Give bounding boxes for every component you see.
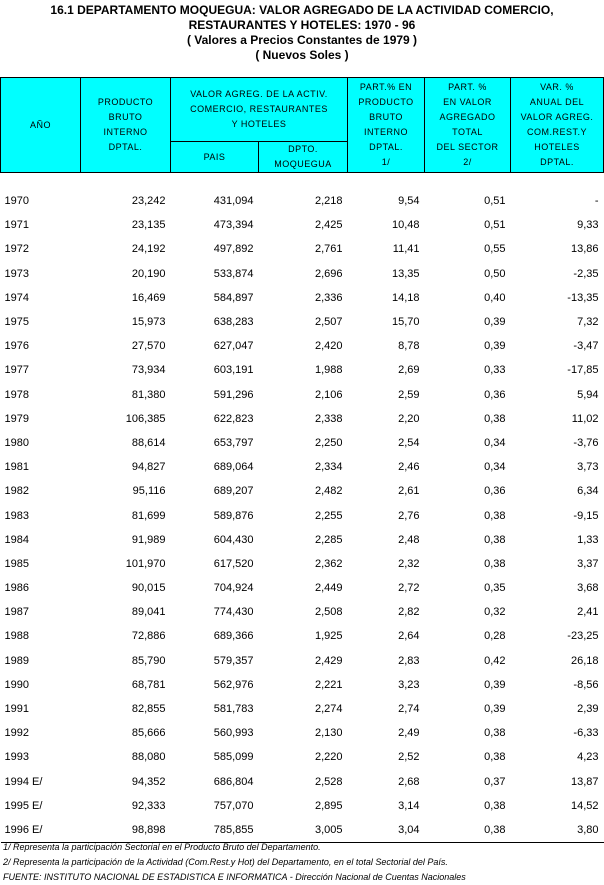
dpto-cell: 2,285 — [314, 533, 343, 546]
footnote-2: 2/ Representa la participación de la Actividad (Com.Rest.y Hot) del Departamento, en el total Sectorial del País. — [3, 857, 448, 867]
pais-cell: 689,064 — [213, 461, 254, 474]
table-row — [1, 455, 604, 479]
part-pbi-cell: 2,74 — [398, 703, 420, 716]
part-pbi-cell: 2,76 — [398, 509, 420, 522]
dpto-cell: 2,696 — [314, 267, 343, 280]
pbi-cell: 23,135 — [131, 219, 166, 232]
pbi-cell: 85,666 — [131, 727, 166, 740]
dpto-cell: 2,106 — [314, 388, 343, 401]
footnotes — [3, 840, 466, 885]
pais-cell: 497,892 — [213, 243, 254, 256]
var-cell: 2,41 — [577, 606, 599, 619]
var-cell: 5,94 — [577, 388, 599, 401]
year-cell: 1992 — [4, 727, 29, 740]
part-pbi-cell: 2,32 — [398, 557, 420, 570]
year-cell: 1991 — [4, 703, 29, 716]
part-va-cell: 0,38 — [484, 509, 506, 522]
part-va-cell: 0,34 — [484, 461, 506, 474]
year-cell: 1975 — [4, 316, 29, 329]
part-pbi-cell: 2,72 — [398, 582, 420, 595]
pbi-cell: 91,989 — [131, 533, 166, 546]
var-cell: -9,15 — [573, 509, 599, 522]
pbi-cell: 15,973 — [131, 316, 166, 329]
table-units: ( Nuevos Soles ) — [255, 48, 349, 62]
pbi-cell: 94,827 — [131, 461, 166, 474]
var-cell: -17,85 — [567, 364, 599, 377]
year-cell: 1970 — [4, 195, 29, 208]
part-va-cell: 0,33 — [484, 364, 506, 377]
table-row — [1, 745, 604, 769]
part-va-cell: 0,51 — [484, 195, 506, 208]
part-pbi-cell: 2,20 — [398, 412, 420, 425]
var-cell: 11,02 — [571, 412, 599, 425]
table-row — [1, 600, 604, 624]
pbi-cell: 94,352 — [131, 775, 166, 788]
year-cell: 1971 — [4, 219, 29, 232]
part-va-cell: 0,38 — [484, 533, 506, 546]
dpto-cell: 2,895 — [314, 799, 343, 812]
part-va-cell: 0,39 — [484, 316, 506, 329]
header-pais: PAIS — [171, 142, 259, 173]
pais-cell: 622,823 — [213, 412, 254, 425]
table-row — [1, 770, 604, 794]
var-cell: - — [594, 195, 599, 208]
part-pbi-cell: 10,48 — [391, 219, 420, 232]
dpto-cell: 3,005 — [259, 818, 348, 843]
var-cell: 3,80 — [511, 818, 604, 843]
var-cell: -3,76 — [573, 436, 599, 449]
dpto-cell: 2,130 — [314, 727, 343, 740]
var-cell: 3,37 — [577, 557, 599, 570]
header-part-pbi: PART.% EN PRODUCTO BRUTO INTERNO DPTAL. 1/ — [348, 78, 425, 173]
part-va-cell: 0,38 — [484, 751, 506, 764]
header-pbi: PRODUCTO BRUTO INTERNO DPTAL. — [81, 78, 171, 173]
dpto-cell: 2,255 — [314, 509, 343, 522]
var-cell: -13,35 — [567, 291, 599, 304]
table-row — [1, 697, 604, 721]
var-cell: -2,35 — [573, 267, 599, 280]
dpto-cell: 2,449 — [314, 582, 343, 595]
part-pbi-cell: 2,64 — [398, 630, 420, 643]
pbi-cell: 95,116 — [132, 485, 166, 498]
pbi-cell: 85,790 — [131, 654, 166, 667]
pais-cell: 560,993 — [213, 727, 254, 740]
table-row — [1, 237, 604, 261]
part-va-cell: 0,36 — [484, 485, 506, 498]
pais-cell: 581,783 — [213, 703, 254, 716]
var-cell: 1,33 — [577, 533, 599, 546]
pais-cell: 638,283 — [213, 316, 254, 329]
part-pbi-cell: 2,49 — [398, 727, 420, 740]
table-row — [1, 624, 604, 648]
table-row — [1, 213, 604, 237]
year-cell: 1974 — [4, 291, 29, 304]
pais-cell: 686,804 — [213, 775, 254, 788]
year-cell: 1986 — [4, 582, 29, 595]
var-cell: 3,73 — [577, 461, 599, 474]
pais-cell: 473,394 — [213, 219, 254, 232]
table-row — [1, 383, 604, 407]
pais-cell: 689,366 — [213, 630, 254, 643]
year-cell: 1983 — [4, 509, 29, 522]
var-cell: 3,68 — [577, 582, 599, 595]
header-valor-agregado: VALOR AGREG. DE LA ACTIV. COMERCIO, RESTAURANTES Y HOTELES — [171, 78, 348, 142]
year-cell: 1984 — [4, 533, 29, 546]
pbi-cell: 73,934 — [131, 364, 166, 377]
header-var: VAR. % ANUAL DEL VALOR AGREG. COM.REST.Y HOTELES DPTAL. — [511, 78, 604, 173]
part-va-cell: 0,39 — [484, 340, 506, 353]
dpto-cell: 2,334 — [314, 461, 343, 474]
year-cell: 1981 — [4, 461, 29, 474]
part-va-cell: 0,51 — [484, 219, 506, 232]
var-cell: 7,32 — [577, 316, 599, 329]
year-cell: 1980 — [4, 436, 29, 449]
table-title-block — [0, 0, 604, 63]
header-year: AÑO — [1, 78, 81, 173]
pbi-cell: 24,192 — [131, 243, 166, 256]
table-row — [1, 262, 604, 286]
part-va-cell: 0,34 — [484, 436, 506, 449]
part-pbi-cell: 2,61 — [398, 485, 420, 498]
part-pbi-cell: 3,14 — [398, 799, 420, 812]
var-cell: 13,87 — [570, 775, 599, 788]
table-row — [1, 818, 604, 843]
pbi-cell: 20,190 — [131, 267, 166, 280]
pais-cell: 704,924 — [213, 582, 254, 595]
dpto-cell: 2,220 — [314, 751, 343, 764]
part-pbi-cell: 3,04 — [348, 818, 425, 843]
pais-cell: 617,520 — [213, 557, 254, 570]
part-va-cell: 0,38 — [484, 799, 506, 812]
part-pbi-cell: 9,54 — [398, 195, 420, 208]
pais-cell: 589,876 — [213, 509, 254, 522]
pais-cell: 785,855 — [171, 818, 259, 843]
pbi-cell: 89,041 — [131, 606, 166, 619]
footnote-1: 1/ Representa la participación Sectorial en el Producto Bruto del Departamento. — [3, 842, 321, 852]
part-va-cell: 0,35 — [484, 582, 506, 595]
part-pbi-cell: 11,41 — [392, 243, 420, 256]
dpto-cell: 2,250 — [314, 436, 343, 449]
table-row — [1, 286, 604, 310]
pbi-cell: 98,898 — [81, 818, 171, 843]
data-table — [0, 77, 604, 843]
pais-cell: 604,430 — [213, 533, 254, 546]
pais-cell: 584,897 — [213, 291, 254, 304]
dpto-cell: 2,482 — [314, 485, 343, 498]
year-cell: 1982 — [4, 485, 29, 498]
dpto-cell: 2,221 — [314, 678, 343, 691]
dpto-cell: 2,528 — [314, 775, 343, 788]
dpto-cell: 2,420 — [314, 340, 343, 353]
table-row — [1, 503, 604, 527]
part-va-cell: 0,42 — [484, 654, 506, 667]
dpto-cell: 2,362 — [314, 557, 343, 570]
year-cell: 1988 — [4, 630, 29, 643]
part-va-cell: 0,39 — [484, 703, 506, 716]
pais-cell: 431,094 — [213, 195, 254, 208]
table-row — [1, 310, 604, 334]
table-row — [1, 431, 604, 455]
dpto-cell: 2,507 — [314, 316, 343, 329]
source-note: FUENTE: INSTITUTO NACIONAL DE ESTADISTICA E INFORMATICA - Dirección Nacional de Cuentas Nacionales — [3, 872, 466, 882]
pbi-cell: 82,855 — [131, 703, 166, 716]
year-cell: 1976 — [4, 340, 29, 353]
year-cell: 1972 — [4, 243, 29, 256]
dpto-cell: 2,508 — [314, 606, 343, 619]
pbi-cell: 88,614 — [131, 436, 166, 449]
table-row — [1, 649, 604, 673]
pbi-cell: 16,469 — [131, 291, 166, 304]
part-va-cell: 0,37 — [484, 775, 506, 788]
table-title: 16.1 DEPARTAMENTO MOQUEGUA: VALOR AGREGADO DE LA ACTIVIDAD COMERCIO, — [50, 3, 554, 17]
pbi-cell: 81,380 — [131, 388, 166, 401]
var-cell: 26,18 — [570, 654, 599, 667]
var-cell: 13,86 — [570, 243, 599, 256]
pais-cell: 653,797 — [213, 436, 254, 449]
pbi-cell: 106,385 — [125, 412, 166, 425]
dpto-cell: 2,429 — [314, 654, 343, 667]
part-va-cell: 0,38 — [484, 557, 506, 570]
year-cell: 1985 — [4, 557, 29, 570]
table-row — [1, 479, 604, 503]
pbi-cell: 81,699 — [131, 509, 166, 522]
part-pbi-cell: 8,78 — [398, 340, 420, 353]
pbi-cell: 27,570 — [131, 340, 166, 353]
header-dpto: DPTO. MOQUEGUA — [259, 142, 348, 173]
dpto-cell: 2,338 — [314, 412, 343, 425]
dpto-cell: 2,425 — [314, 219, 343, 232]
year-cell: 1977 — [4, 364, 29, 377]
year-cell: 1994 E/ — [4, 775, 43, 788]
pbi-cell: 88,080 — [131, 751, 166, 764]
var-cell: 14,52 — [570, 799, 599, 812]
year-cell: 1989 — [4, 654, 29, 667]
dpto-cell: 2,336 — [314, 291, 343, 304]
table-row — [1, 673, 604, 697]
part-va-cell: 0,50 — [484, 267, 506, 280]
var-cell: -3,47 — [573, 340, 599, 353]
part-pbi-cell: 15,70 — [391, 316, 420, 329]
table-row — [1, 407, 604, 431]
table-row — [1, 528, 604, 552]
var-cell: 4,23 — [577, 751, 599, 764]
part-pbi-cell: 13,35 — [391, 267, 420, 280]
table-row — [1, 358, 604, 382]
pais-cell: 591,296 — [213, 388, 254, 401]
part-pbi-cell: 2,83 — [398, 654, 420, 667]
table-row — [1, 552, 604, 576]
year-cell: 1993 — [4, 751, 29, 764]
dpto-cell: 2,274 — [314, 703, 343, 716]
dpto-cell: 2,218 — [314, 195, 343, 208]
part-va-cell: 0,40 — [484, 291, 506, 304]
part-pbi-cell: 2,59 — [398, 388, 420, 401]
table-row — [1, 794, 604, 818]
part-va-cell: 0,38 — [484, 412, 506, 425]
pbi-cell: 92,333 — [131, 799, 166, 812]
pbi-cell: 23,242 — [131, 195, 166, 208]
pais-cell: 689,207 — [213, 485, 254, 498]
part-va-cell: 0,55 — [484, 243, 506, 256]
pais-cell: 627,047 — [213, 340, 254, 353]
var-cell: 9,33 — [577, 219, 599, 232]
part-va-cell: 0,28 — [484, 630, 506, 643]
pais-cell: 579,357 — [213, 654, 254, 667]
table-body — [1, 173, 604, 843]
part-va-cell: 0,38 — [484, 727, 506, 740]
table-title-line-2: RESTAURANTES Y HOTELES: 1970 - 96 — [188, 18, 416, 32]
part-va-cell: 0,36 — [484, 388, 506, 401]
part-pbi-cell: 2,82 — [398, 606, 420, 619]
dpto-cell: 1,988 — [314, 364, 343, 377]
year-cell: 1973 — [4, 267, 29, 280]
part-pbi-cell: 2,54 — [398, 436, 420, 449]
year-cell: 1995 E/ — [4, 799, 43, 812]
part-pbi-cell: 3,23 — [398, 678, 420, 691]
pais-cell: 757,070 — [213, 799, 254, 812]
pbi-cell: 101,970 — [125, 557, 166, 570]
part-pbi-cell: 14,18 — [391, 291, 420, 304]
year-cell: 1996 E/ — [1, 818, 81, 843]
year-cell: 1987 — [4, 606, 29, 619]
var-cell: 6,34 — [577, 485, 599, 498]
var-cell: -23,25 — [567, 630, 599, 643]
part-pbi-cell: 2,46 — [398, 461, 420, 474]
header-part-va: PART. % EN VALOR AGREGADO TOTAL DEL SECTOR 2/ — [425, 78, 511, 173]
pais-cell: 774,430 — [213, 606, 254, 619]
part-pbi-cell: 2,52 — [398, 751, 420, 764]
pbi-cell: 90,015 — [131, 582, 166, 595]
year-cell: 1978 — [4, 388, 29, 401]
var-cell: -8,56 — [573, 678, 599, 691]
pbi-cell: 68,781 — [131, 678, 166, 691]
table-row — [1, 334, 604, 358]
part-pbi-cell: 2,68 — [398, 775, 420, 788]
pais-cell: 562,976 — [213, 678, 254, 691]
part-va-cell: 0,32 — [484, 606, 506, 619]
table-subtitle: ( Valores a Precios Constantes de 1979 ) — [186, 33, 418, 47]
part-va-cell: 0,39 — [484, 678, 506, 691]
table-row — [1, 721, 604, 745]
part-pbi-cell: 2,69 — [398, 364, 420, 377]
pais-cell: 533,874 — [213, 267, 254, 280]
var-cell: -6,33 — [573, 727, 599, 740]
part-va-cell: 0,38 — [425, 818, 511, 843]
var-cell: 2,39 — [577, 703, 599, 716]
year-cell: 1979 — [4, 412, 29, 425]
pais-cell: 603,191 — [213, 364, 254, 377]
table-row — [1, 576, 604, 600]
pbi-cell: 72,886 — [131, 630, 166, 643]
table-row — [1, 173, 604, 214]
part-pbi-cell: 2,48 — [398, 533, 420, 546]
dpto-cell: 1,925 — [314, 630, 343, 643]
pais-cell: 585,099 — [213, 751, 254, 764]
dpto-cell: 2,761 — [314, 243, 343, 256]
year-cell: 1990 — [4, 678, 29, 691]
